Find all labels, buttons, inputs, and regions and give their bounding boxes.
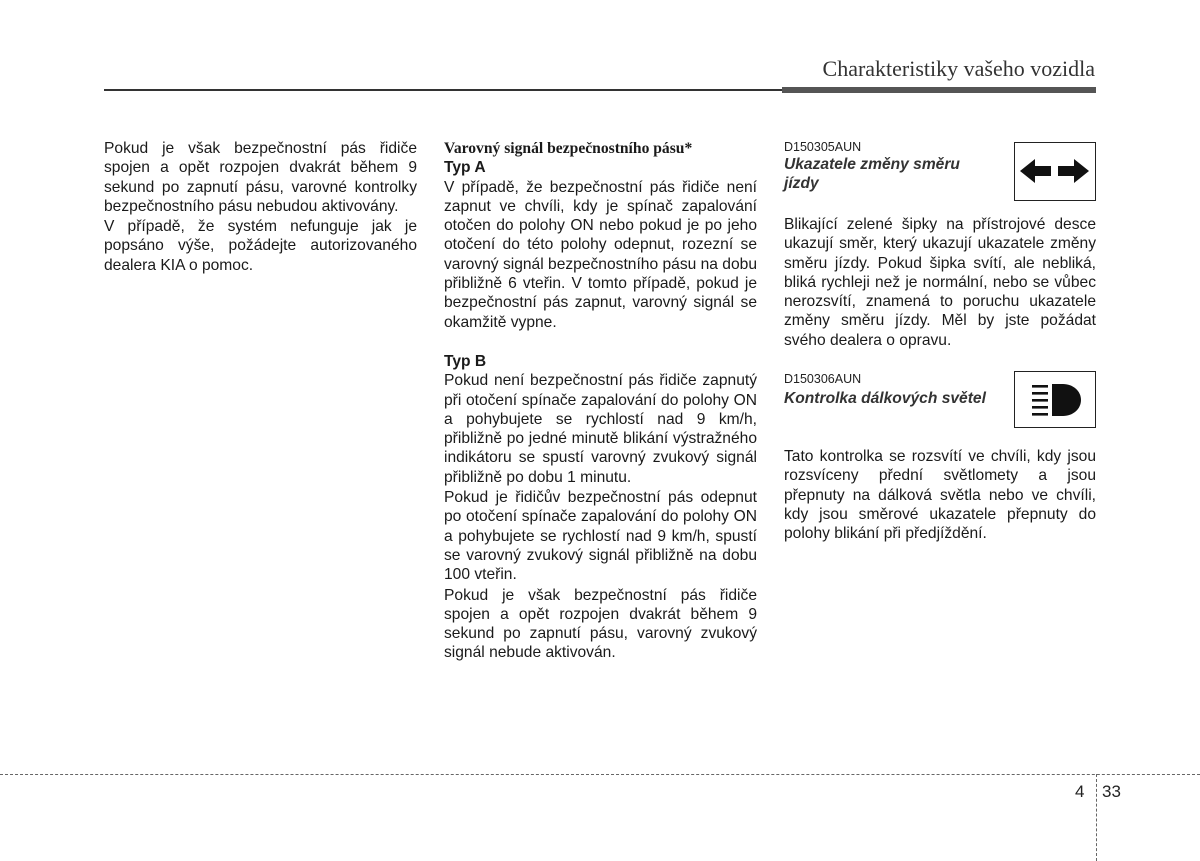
section-code: D150305AUN <box>784 140 862 154</box>
page-header-title: Charakteristiky vašeho vozidla <box>822 56 1095 81</box>
paragraph: Blikající zelené šipky na přístrojové desce ukazují směr, který ukazují ukazatele změny směru jízdy. Pokud šipka svítí, ale nebliká, bliká rychleji než je normální, nebo se vůbec nerozsvítí, znamená to poruchu ukazatele změny směru jízdy. Měl by jste požádat svého dealera o opravu. <box>784 216 1096 349</box>
paragraph: V případě, že systém nefunguje jak je popsáno výše, požádejte autorizovaného dealera KIA o pomoc. <box>104 218 417 274</box>
paragraph: Pokud je však bezpečnostní pás řidiče spojen a opět rozpojen dvakrát během 9 sekund po zapnutí pásu, varovné kontrolky bezpečnostního pásu nebudou aktivovány. <box>104 140 417 215</box>
subheading-typ-a: Typ A <box>444 159 486 177</box>
turn-signal-arrows-icon <box>1014 142 1096 201</box>
column-middle <box>444 139 757 664</box>
paragraph: Pokud je však bezpečnostní pás řidiče spojen a opět rozpojen dvakrát během 9 sekund po zapnutí pásu, varovný zvukový signál nebude aktivován. <box>444 586 757 662</box>
section-high-beam <box>784 371 1096 437</box>
paragraph: Pokud není bezpečnostní pás řidiče zapnutý při otočení spínače zapalování do polohy ON a pohybujete se rychlostí nad 9 km/h, přibližně po jedné minutě blikání výstražného indikátoru se spustí varovný zvukový signál přibližně po dobu 1 minutu. <box>444 372 757 486</box>
paragraph: Pokud je řidičův bezpečnostní pás odepnut po otočení spínače zapalování do polohy ON a pohybujete se rychlostí nad 9 km/h, spustí se varovný zvukový signál přibližně na dobu 100 vteřin. <box>444 489 757 584</box>
section-heading-seatbelt-warning: Varovný signál bezpečnostního pásu* <box>444 140 693 157</box>
paragraph: Tato kontrolka se rozsvítí ve chvíli, kdy jsou rozsvíceny přední světlomety a jsou přepnuty na dálková světla nebo ve chvíli, kdy jsou směrové ukazatele přepnuty do polohy blikání při předjíždění. <box>784 448 1096 543</box>
section-turn-signals <box>784 139 1096 211</box>
column-left <box>104 139 417 276</box>
paragraph: V případě, že bezpečnostní pás řidiče není zapnut ve chvíli, kdy je spínač zapalování otočen do polohy ON nebo pokud je po jeho otočení do této polohy odepnut, rozezní se varovný signál bezpečnostního pásu na dobu přibližně 6 vteřin. V tomto případě, pokud je bezpečnostní pás zapnut, varovný signál se okamžitě vypne. <box>444 178 757 331</box>
column-right <box>784 139 1096 545</box>
header-rule <box>104 89 782 91</box>
footer-rule <box>0 774 1200 775</box>
section-heading-turn-signals: Ukazatele změny směru jízdy <box>784 156 960 193</box>
section-heading-high-beam: Kontrolka dálkových světel <box>784 390 986 408</box>
section-code: D150306AUN <box>784 372 862 387</box>
high-beam-icon <box>1014 371 1096 428</box>
subheading-typ-b: Typ B <box>444 352 487 370</box>
header-rule-accent <box>782 87 1096 93</box>
page-number: 33 <box>1102 782 1121 801</box>
footer-divider <box>1096 774 1097 861</box>
chapter-number: 4 <box>1075 782 1085 801</box>
